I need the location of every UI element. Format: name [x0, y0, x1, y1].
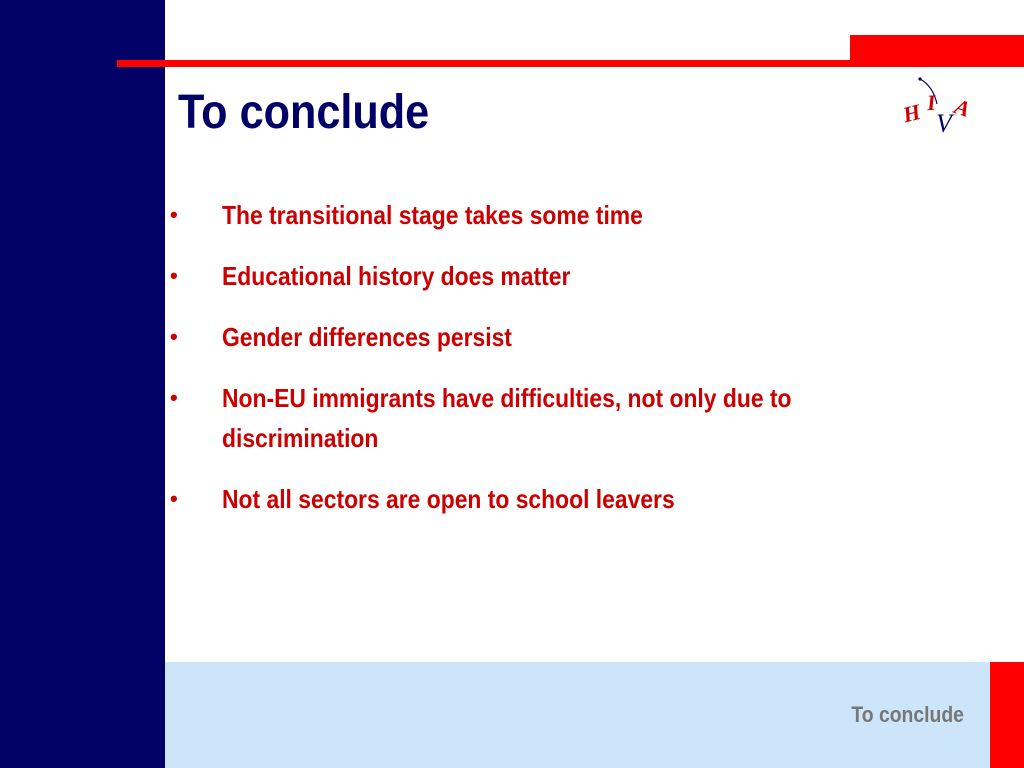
- bullet-dot: •: [170, 486, 178, 511]
- bullet-item: [170, 378, 970, 458]
- svg-text:A: A: [951, 93, 974, 122]
- svg-text:H: H: [900, 98, 923, 128]
- slide-title: To conclude: [178, 86, 430, 139]
- bullet-item: [170, 256, 970, 296]
- bullet-text: Non-EU immigrants have difficulties, not only due to discrimination: [222, 383, 792, 453]
- bullet-dot: •: [170, 202, 178, 227]
- bullet-text: Not all sectors are open to school leavers: [222, 484, 675, 514]
- bullet-text: Educational history does matter: [222, 261, 571, 291]
- bullet-list: [170, 195, 970, 540]
- bullet-dot: •: [170, 263, 178, 288]
- footer-red-strip: [990, 662, 1024, 768]
- svg-text:V: V: [936, 109, 952, 138]
- bullet-item: [170, 195, 970, 235]
- left-navy-bar: [0, 0, 165, 768]
- bullet-dot: •: [170, 324, 178, 349]
- top-right-red-block: [850, 35, 1024, 66]
- footer-title: To conclude: [851, 702, 964, 727]
- hiva-logo: [895, 68, 995, 143]
- bullet-dot: •: [170, 385, 178, 410]
- svg-text:I: I: [926, 89, 937, 116]
- bullet-text: Gender differences persist: [222, 322, 512, 352]
- bullet-item: [170, 479, 970, 519]
- bullet-text: The transitional stage takes some time: [222, 200, 643, 230]
- bullet-item: [170, 317, 970, 357]
